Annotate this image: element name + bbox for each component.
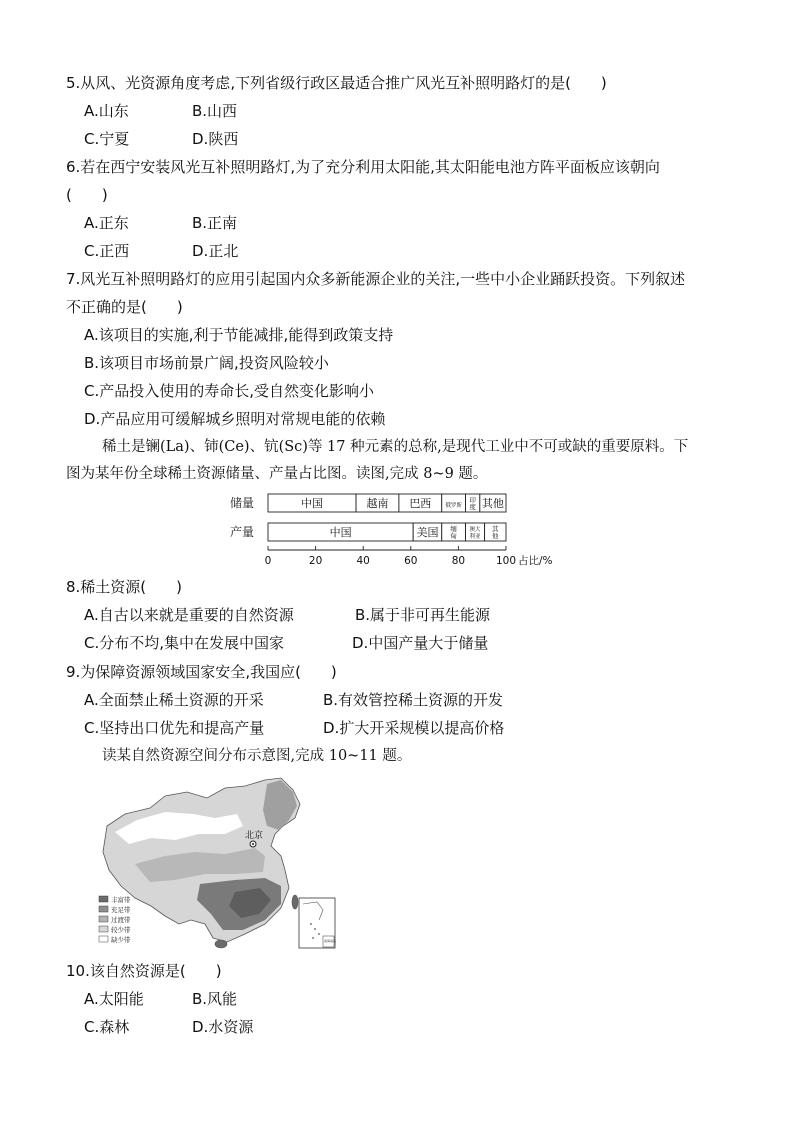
q9-option-a[interactable]: A.全面禁止稀土资源的开采 — [84, 691, 264, 709]
q6-option-b[interactable]: B.正南 — [192, 214, 238, 232]
segment-label-1-0: 中国 — [329, 526, 352, 539]
q7-option-d[interactable]: D.产品应用可缓解城乡照明对常规电能的依赖 — [84, 410, 386, 428]
segment-label-0-5: 其他 — [481, 497, 504, 510]
q8-stem: 8.稀土资源( ) — [66, 578, 183, 596]
q7-option-a[interactable]: A.该项目的实施,利于节能减排,能得到政策支持 — [84, 326, 394, 344]
q8-option-c[interactable]: C.分布不均,集中在发展中国家 — [84, 634, 285, 652]
rare-earth-chart — [230, 490, 570, 572]
q6-stem-line1: 6.若在西宁安装风光互补照明路灯,为了充分利用太阳能,其太阳能电池方阵平面板应该朝向 — [66, 158, 660, 176]
q8-option-d[interactable]: D.中国产量大于储量 — [352, 634, 489, 652]
x-tick-label-3: 60 — [404, 555, 418, 567]
segment-label-0-4-b: 度 — [469, 503, 476, 511]
q6-option-a[interactable]: A.正东 — [84, 214, 129, 232]
q5-option-c[interactable]: C.宁夏 — [84, 130, 130, 148]
south-sea-inset — [299, 898, 336, 948]
q10-option-c[interactable]: C.森林 — [84, 1018, 130, 1036]
q10-option-d[interactable]: D.水资源 — [192, 1018, 254, 1036]
q6-option-d[interactable]: D.正北 — [192, 242, 239, 260]
segment-label-0-0: 中国 — [301, 497, 324, 510]
q8-option-b[interactable]: B.属于非可再生能源 — [355, 606, 491, 624]
resource-distribution-map — [95, 774, 340, 954]
zone-sufficient-ne — [263, 780, 297, 830]
segment-label-1-2-b: 甸 — [450, 532, 457, 540]
segment-label-1-4-b: 他 — [492, 532, 499, 540]
q5-option-a[interactable]: A.山东 — [84, 102, 129, 120]
map-legend — [99, 895, 131, 944]
q6-option-c[interactable]: C.正西 — [84, 242, 130, 260]
q7-option-b[interactable]: B.该项目市场前景广阔,投资风险较小 — [84, 354, 329, 372]
q10-stem: 10.该自然资源是( ) — [66, 962, 222, 980]
segment-label-0-2: 巴西 — [409, 497, 432, 510]
segment-label-1-3-b: 利亚 — [469, 534, 481, 540]
inset-label: 南海诸岛 — [324, 939, 337, 943]
q10-option-b[interactable]: B.风能 — [192, 990, 238, 1008]
row-label-0: 储量 — [230, 496, 255, 510]
segment-label-1-4-a: 其 — [492, 525, 499, 533]
legend-swatch-2 — [99, 916, 108, 922]
segment-label-1-3-a: 澳大 — [469, 527, 481, 533]
legend-label-2: 过渡带 — [111, 916, 131, 924]
x-tick-label-2: 40 — [356, 555, 370, 567]
q10-option-a[interactable]: A.太阳能 — [84, 990, 144, 1008]
q9-option-d[interactable]: D.扩大开采规模以提高价格 — [323, 719, 505, 737]
x-axis-label: 占比/% — [518, 555, 553, 567]
x-tick-label-0: 0 — [264, 555, 272, 567]
q5-stem: 5.从风、光资源角度考虑,下列省级行政区最适合推广风光互补照明路灯的是( ) — [66, 74, 607, 92]
q9-stem: 9.为保障资源领域国家安全,我国应( ) — [66, 663, 337, 681]
legend-swatch-3 — [99, 926, 108, 932]
hainan-island — [215, 940, 227, 948]
legend-label-0: 丰富带 — [111, 896, 131, 904]
segment-label-1-1: 美国 — [416, 526, 439, 539]
q9-option-c[interactable]: C.坚持出口优先和提高产量 — [84, 719, 265, 737]
q5-option-b[interactable]: B.山西 — [192, 102, 238, 120]
q8-option-a[interactable]: A.自古以来就是重要的自然资源 — [84, 606, 294, 624]
intro-10-11: 读某自然资源空间分布示意图,完成 10~11 题。 — [102, 748, 412, 764]
segment-label-0-4-a: 印 — [469, 496, 476, 504]
q7-stem-line2: 不正确的是( ) — [66, 298, 183, 316]
legend-swatch-0 — [99, 896, 108, 902]
intro-8-9-line2: 图为某年份全球稀土资源储量、产量占比图。读图,完成 8~9 题。 — [66, 466, 488, 482]
x-tick-label-5: 100 — [495, 555, 517, 567]
x-tick-label-1: 20 — [308, 555, 323, 567]
q9-option-b[interactable]: B.有效管控稀土资源的开发 — [323, 691, 504, 709]
beijing-label: 北京 — [245, 831, 264, 841]
intro-8-9-line1: 稀土是镧(La)、铈(Ce)、钪(Sc)等 17 种元素的总称,是现代工业中不可或缺的重要原料。下 — [102, 439, 689, 455]
segment-label-1-2-a: 缅 — [450, 525, 457, 533]
segment-label-0-1: 越南 — [366, 497, 389, 510]
legend-label-4: 缺少带 — [111, 936, 131, 944]
legend-swatch-4 — [99, 936, 108, 942]
q7-stem-line1: 7.风光互补照明路灯的应用引起国内众多新能源企业的关注,一些中小企业踊跃投资。下列叙述 — [66, 270, 686, 288]
x-tick-label-4: 80 — [451, 555, 466, 567]
row-label-1: 产量 — [230, 525, 255, 539]
legend-label-3: 较少带 — [111, 926, 131, 934]
taiwan-island — [292, 895, 298, 909]
legend-label-1: 充足带 — [111, 906, 131, 914]
q7-option-c[interactable]: C.产品投入使用的寿命长,受自然变化影响小 — [84, 382, 375, 400]
legend-swatch-1 — [99, 906, 108, 912]
q5-option-d[interactable]: D.陕西 — [192, 130, 239, 148]
segment-label-0-3: 俄罗斯 — [445, 503, 462, 509]
q6-stem-line2: ( ) — [66, 186, 108, 204]
